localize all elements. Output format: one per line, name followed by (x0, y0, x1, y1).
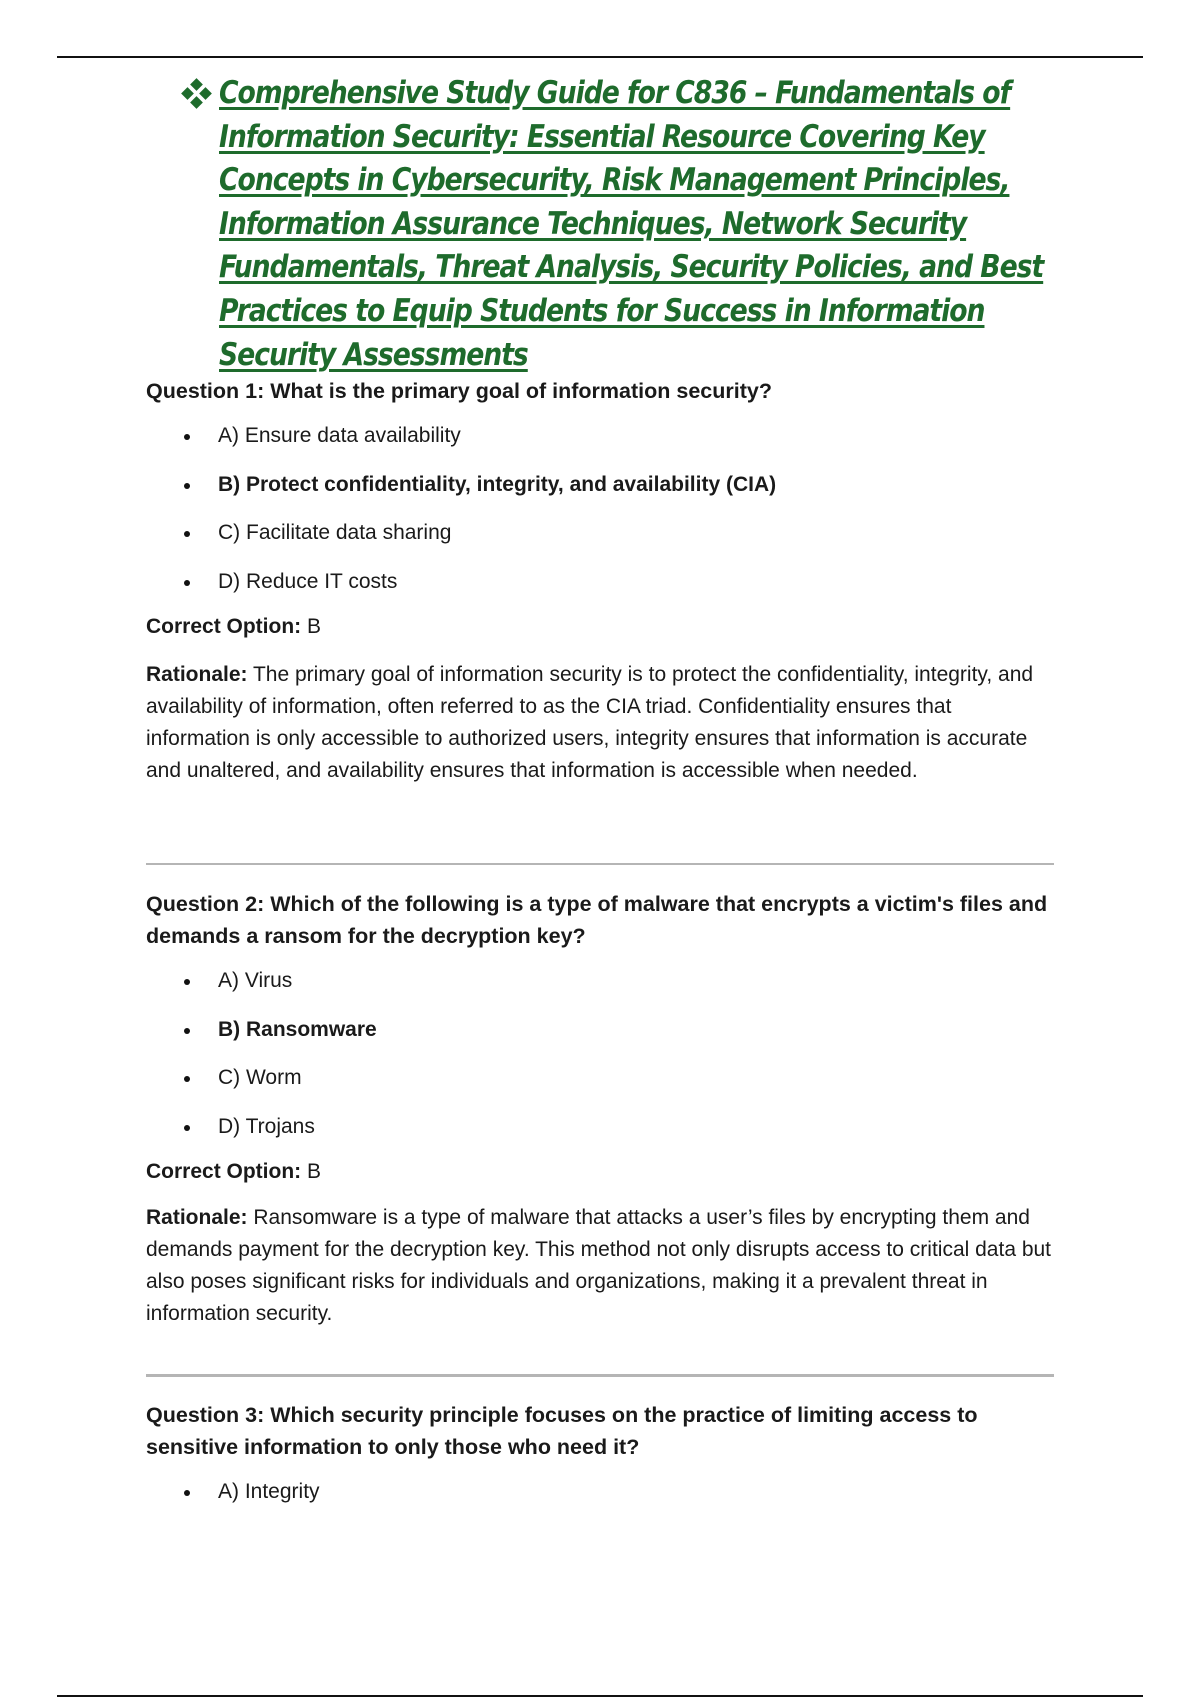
correct-option (146, 1156, 1056, 1188)
separator (146, 863, 1054, 865)
option-c: C) Facilitate data sharing (146, 518, 1056, 548)
option-b: B) Ransomware (146, 1015, 1056, 1045)
question-heading: Question 1: What is the primary goal of information security? (146, 379, 772, 403)
question-heading: Question 2: Which of the following is a type of malware that encrypts a victim's files and demands a ransom for the decryption key? (146, 892, 1048, 948)
options-list (146, 421, 1056, 597)
rationale-text: The primary goal of information security is to protect the confidentiality, integrity, and availability of information, often referred to as the CIA triad. Confidentiality ensures that information is only accessible to authorized users, integrity ensures that information is accurate and unaltered, and availability ensures that information is accessible when needed. (146, 663, 1034, 782)
bottom-rule (57, 1695, 1143, 1697)
correct-value: B (307, 615, 322, 638)
question-1 (146, 375, 1056, 787)
question-2 (146, 888, 1056, 1330)
option-c: C) Worm (146, 1063, 1056, 1093)
option-a: A) Ensure data availability (146, 421, 1056, 451)
options-list (146, 966, 1056, 1142)
option-b: B) Protect confidentiality, integrity, and availability (CIA) (146, 470, 1056, 500)
rationale-label: Rationale: (146, 663, 248, 686)
option-a: A) Integrity (146, 1477, 1056, 1507)
question-heading: Question 3: Which security principle focuses on the practice of limiting access to sensitive information to only those who need it? (146, 1403, 978, 1459)
option-d: D) Reduce IT costs (146, 567, 1056, 597)
question-3 (146, 1399, 1056, 1526)
correct-label: Correct Option: (146, 1160, 302, 1183)
correct-value: B (307, 1160, 322, 1183)
rationale-text: Ransomware is a type of malware that attacks a user’s files by encrypting them and demands payment for the decryption key. This method not only disrupts access to critical data but also poses significant risks for individuals and organizations, making it a prevalent threat in information security. (146, 1206, 1052, 1325)
option-d: D) Trojans (146, 1112, 1056, 1142)
rationale-label: Rationale: (146, 1206, 248, 1229)
correct-label: Correct Option: (146, 615, 302, 638)
top-rule (57, 56, 1143, 58)
title-block (183, 72, 1063, 377)
separator (146, 1374, 1054, 1377)
diamond-bullet-icon (183, 80, 211, 108)
document-title: Comprehensive Study Guide for C836 – Fundamentals of Information Security: Essential Resource Covering Key Concepts in Cybersecurity, Risk Management Principles, Information Assurance Techniques, Network Security Fundamentals, Threat Analysis, Security Policies, and Best Practices to Equip Students for Success in Information Security Assessments (219, 75, 1044, 373)
rationale (146, 659, 1056, 787)
correct-option (146, 611, 1056, 643)
option-a: A) Virus (146, 966, 1056, 996)
options-list (146, 1477, 1056, 1507)
rationale (146, 1202, 1056, 1330)
